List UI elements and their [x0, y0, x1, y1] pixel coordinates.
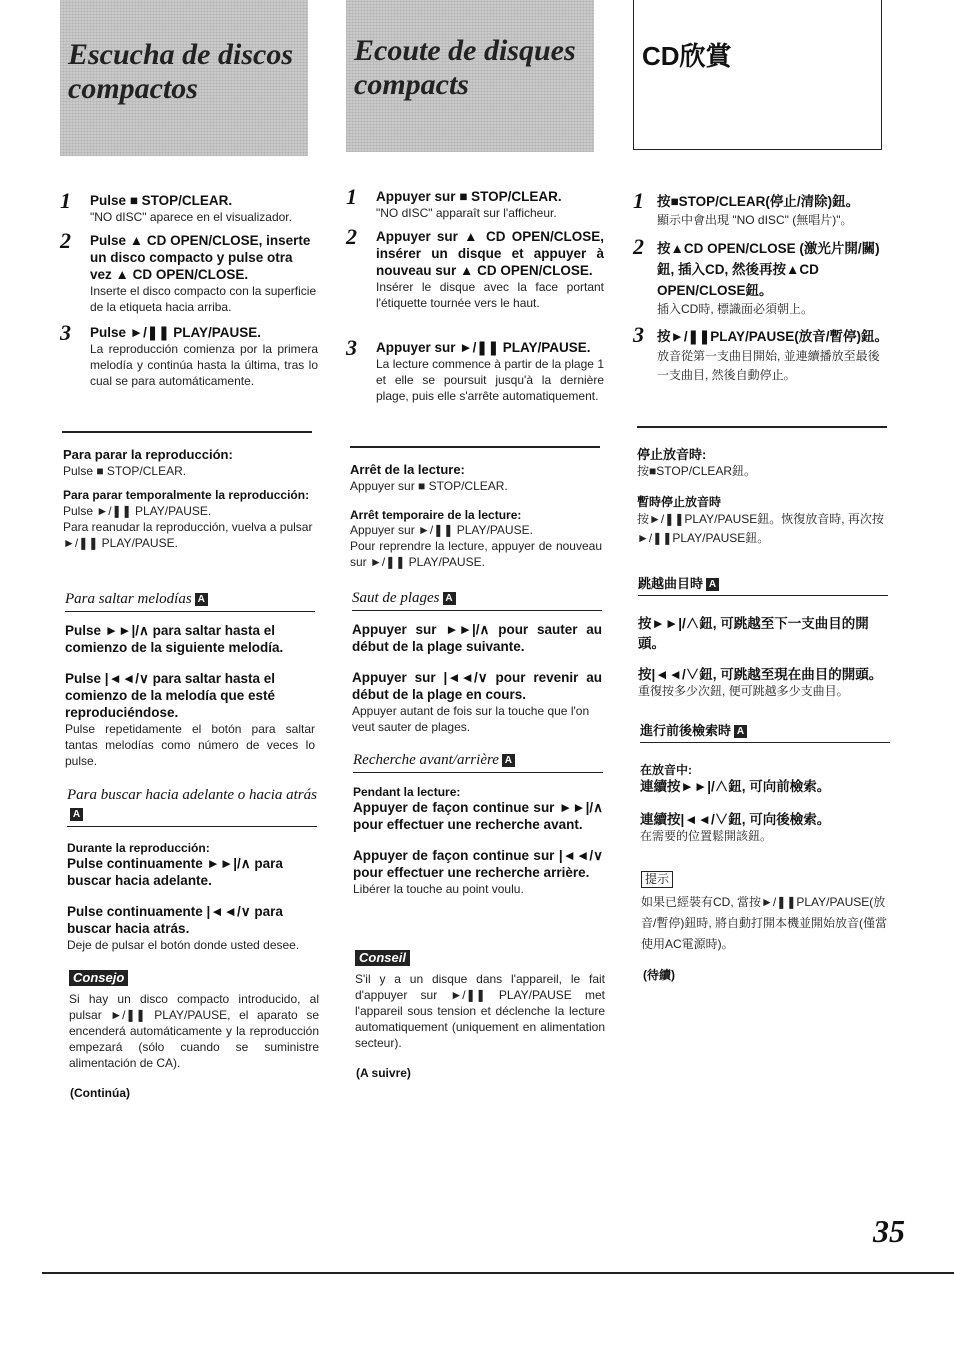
french-title-banner	[346, 0, 594, 152]
french-step-3: 3 Appuyer sur ►/❚❚ PLAY/PAUSE. La lecture commence à partir de la plage 1 et elle se poursuit jusqu'à la dernière plage, puis elle s'arrête automatiquement.	[346, 335, 604, 403]
spanish-search-heading: Para buscar hacia adelante o hacia atrásA	[67, 786, 317, 827]
chinese-title: CD欣賞	[642, 41, 732, 71]
divider	[637, 426, 887, 428]
french-skip-heading: Saut de plages A	[352, 589, 602, 611]
french-tip-section: Conseil S'il y a un disque dans l'appareil, le fait d'appuyer sur ►/❚❚ PLAY/PAUSE met l'appareil sous tension et déclenche la lecture automatiquement (uniquement en alimentation secteur).	[355, 950, 605, 1050]
french-stop-section: Arrêt de la lecture: Appuyer sur ■ STOP/CLEAR. Arrêt temporaire de la lecture: Appuyer sur ►/❚❚ PLAY/PAUSE. Pour reprendre la lecture, appuyer de nouveau sur ►/❚❚ PLAY/PAUSE.	[350, 462, 602, 569]
chinese-skip-heading: 跳越曲目時 A	[638, 574, 888, 596]
bottom-rule	[42, 1272, 954, 1274]
spanish-title: Escucha de discos compactos	[68, 38, 293, 105]
spanish-stop-section: Para parar la reproducción: Pulse ■ STOP/CLEAR. Para parar temporalmente la reproducción: Pulse ►/❚❚ PLAY/PAUSE. Para reanudar la reproducción, vuelva a pulsar ►/❚❚ PLAY/PAUSE.	[63, 447, 313, 550]
spanish-tip-section: Consejo Si hay un disco compacto introducido, al pulsar ►/❚❚ PLAY/PAUSE, el aparato se encenderá automáticamente y la reproducción empezará (sólo cuando se suministre alimentación de CA).	[69, 970, 319, 1070]
spanish-title-banner	[60, 0, 308, 156]
chinese-search-heading: 進行前後檢索時 A	[640, 721, 890, 743]
spanish-step-3: 3 Pulse ►/❚❚ PLAY/PAUSE. La reproducción comienza por la primera melodía y continúa hasta la última, tras lo cual se para automáticamente.	[60, 320, 318, 388]
continue-note: (待續)	[643, 968, 675, 982]
chinese-search-section: 進行前後檢索時 A 在放音中: 連續按►►|/∧鈕, 可向前檢索。 連續按|◄◄/∨鈕, 可向後檢索。 在需要的位置鬆開該鈕。	[640, 721, 890, 844]
divider	[62, 431, 312, 433]
chinese-title-box	[633, 0, 882, 150]
french-step-1: 1 Appuyer sur ■ STOP/CLEAR. "NO dISC" apparaît sur l'afficheur.	[346, 184, 562, 220]
chinese-stop-section: 停止放音時: 按■STOP/CLEAR鈕。 暫時停止放音時 按►/❚❚PLAY/PAUSE鈕。恢復放音時, 再次按►/❚❚PLAY/PAUSE鈕。	[637, 447, 884, 545]
french-title: Ecoute de disques compacts	[354, 34, 576, 101]
divider	[350, 446, 600, 448]
spanish-skip-heading: Para saltar melodías A	[65, 590, 315, 612]
tip-label: Consejo	[69, 970, 128, 986]
chinese-step-1: 1 按■STOP/CLEAR(停止/清除)鈕。 顯示中會出現 "NO dISC" (無唱片)"。	[633, 188, 860, 227]
french-search-heading: Recherche avant/arrière A	[353, 751, 603, 773]
spanish-step-2: 2 Pulse ▲ CD OPEN/CLOSE, inserte un disco compacto y pulse otra vez ▲ CD OPEN/CLOSE. Inserte el disco compacto con la superficie de la etiqueta hacia arriba.	[60, 228, 317, 314]
chinese-skip-section: 跳越曲目時 A 按►►|/∧鈕, 可跳越至下一支曲目的開頭。 按|◄◄/∨鈕, 可跳越至現在曲目的開頭。 重復按多少次鈕, 便可跳越多少支曲目。	[638, 574, 888, 699]
french-search-section: Recherche avant/arrière A Pendant la lecture: Appuyer de façon continue sur ►►|/∧ pour effectuer une recherche avant. Appuyer de façon continue sur |◄◄/∨ pour effectuer une recherche arrière. Libérer la touche au point voulu.	[353, 752, 603, 896]
tip-label: 提示	[641, 871, 673, 888]
chinese-step-2: 2 按▲CD OPEN/CLOSE (激光片開/關) 鈕, 插入CD, 然後再按▲CD OPEN/CLOSE鈕。 插入CD時, 標識面必須朝上。	[633, 234, 880, 316]
chinese-step-3: 3 按►/❚❚PLAY/PAUSE(放音/暫停)鈕。 放音從第一支曲目開始, 並連續播放至最後一支曲目, 然後自動停止。	[633, 322, 889, 382]
spanish-search-section: Para buscar hacia adelante o hacia atrásA Durante la reproducción: Pulse continuamente ►►|/∧ para buscar hacia adelante. Pulse continuamente |◄◄/∨ para buscar hacia atrás. Deje de pulsar el botón donde usted desee.	[67, 787, 317, 952]
spanish-step-1: 1 Pulse ■ STOP/CLEAR. "NO dISC" aparece en el visualizador.	[60, 188, 292, 224]
tip-label: Conseil	[355, 950, 410, 966]
french-step-2: 2 Appuyer sur ▲ CD OPEN/CLOSE, insérer un disque et appuyer à nouveau sur ▲ CD OPEN/CLOSE. Insérer le disque avec la face portant l'étiquette tournée vers le haut.	[346, 224, 604, 310]
continue-note: (Continúa)	[70, 1086, 130, 1100]
chinese-tip-section: 提示 如果已經裝有CD, 當按►/❚❚PLAY/PAUSE(放音/暫停)鈕時, 將自動打開本機並開始放音(僅當使用AC電源時)。	[641, 872, 887, 951]
continue-note: (A suivre)	[356, 1066, 411, 1080]
spanish-skip-section: Para saltar melodías A Pulse ►►|/∧ para saltar hasta el comienzo de la siguiente melodía. Pulse |◄◄/∨ para saltar hasta el comienzo de la melodía que esté reproduciéndose. Pulse repetidamente el botón para saltar tantas melodías como número de veces lo pulse.	[65, 591, 315, 768]
page-number: 35	[873, 1213, 905, 1249]
french-skip-section: Saut de plages A Appuyer sur ►►|/∧ pour sauter au début de la plage suivante. Appuyer sur |◄◄/∨ pour revenir au début de la plage en cours. Appuyer autant de fois sur la touche que l'on veut sauter de plages.	[352, 590, 602, 734]
